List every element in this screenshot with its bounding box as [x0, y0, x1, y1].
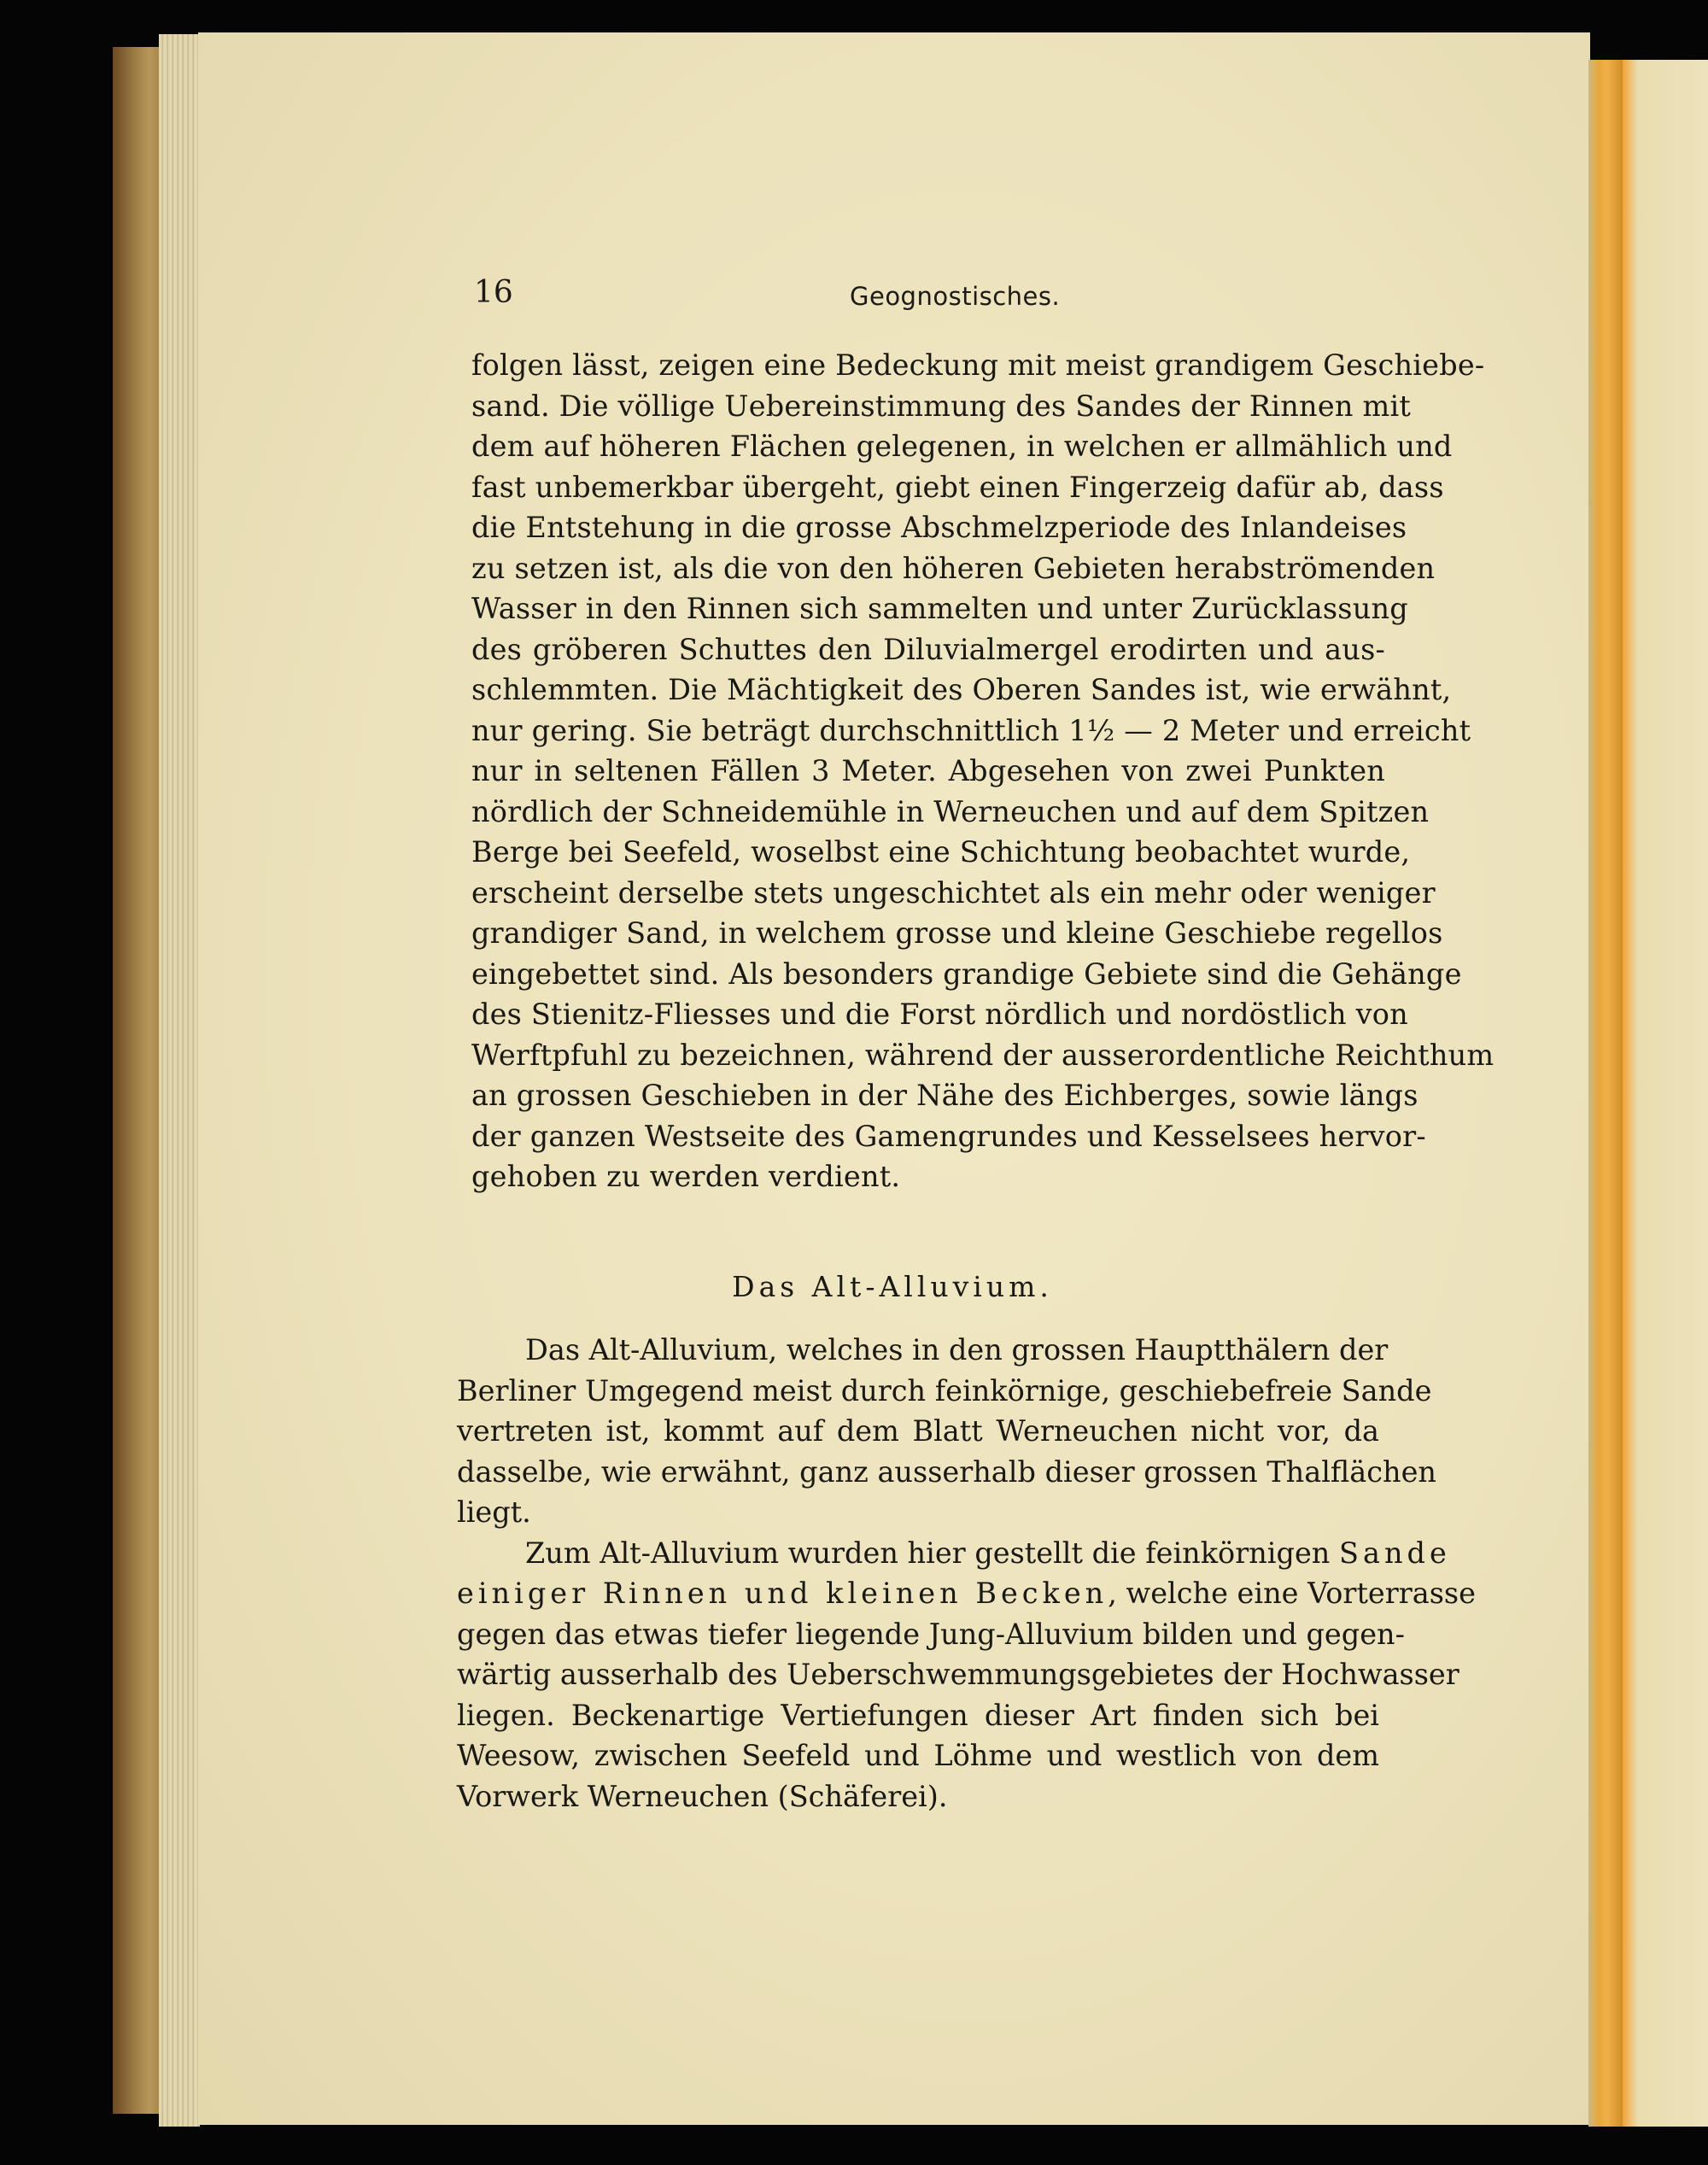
- page-header: [474, 275, 1388, 318]
- text-line: vertreten ist, kommt auf dem Blatt Werneuchen nicht vor, da: [457, 1414, 1379, 1448]
- text-line: nur in seltenen Fällen 3 Meter. Abgesehen von zwei Punkten: [471, 754, 1385, 787]
- text-line: die Entstehung in die grosse Abschmelzperiode des Inlandeises: [471, 511, 1407, 544]
- text-line: nördlich der Schneidemühle in Werneuchen und auf dem Spitzen: [471, 794, 1430, 828]
- text-run: , welche eine Vorterrasse: [1108, 1577, 1476, 1610]
- text-line: Berge bei Seefeld, woselbst eine Schichtung beobachtet wurde,: [471, 835, 1411, 869]
- book-spine: [113, 47, 166, 2114]
- text-line: nur gering. Sie beträgt durchschnittlich 1½ — 2 Meter und erreicht: [471, 713, 1471, 747]
- page-number: 16: [474, 275, 513, 310]
- emphasis-text: Sande: [1339, 1536, 1451, 1570]
- text-line: gehoben zu werden verdient.: [471, 1160, 901, 1193]
- text-line: Vorwerk Werneuchen (Schäferei).: [457, 1779, 948, 1813]
- section-paragraphs: [457, 1330, 1476, 1817]
- text-line: Werftpfuhl zu bezeichnen, während der ausserordentliche Reichthum: [471, 1038, 1494, 1072]
- text-line: erscheint derselbe stets ungeschichtet als ein mehr oder weniger: [471, 875, 1436, 910]
- text-line: grandiger Sand, in welchem grosse und kleine Geschiebe regellos: [471, 916, 1443, 950]
- running-head: Geognostisches.: [850, 282, 1061, 311]
- section-heading: Das Alt-Alluvium.: [732, 1270, 1053, 1303]
- text-line: Berliner Umgegend meist durch feinkörnige, geschiebefreie Sande: [457, 1373, 1432, 1407]
- text-line: eingebettet sind. Als besonders grandige Gebiete sind die Gehänge: [471, 957, 1462, 991]
- body-paragraph: [471, 345, 1494, 1197]
- page-edges: [159, 34, 200, 2127]
- text-line: [457, 1533, 1451, 1574]
- emphasis-text: einiger Rinnen und kleinen Becken: [457, 1577, 1108, 1610]
- text-line: wärtig ausserhalb des Ueberschwemmungsgebietes der Hochwasser: [457, 1658, 1459, 1691]
- text-line: der ganzen Westseite des Gamengrundes und Kesselsees hervor-: [471, 1119, 1426, 1153]
- text-line: dem auf höheren Flächen gelegenen, in welchen er allmählich und: [471, 430, 1453, 463]
- text-line: [457, 1573, 1476, 1614]
- text-line: zu setzen ist, als die von den höheren Gebieten herabströmenden: [471, 551, 1436, 585]
- text-line: sand. Die völlige Uebereinstimmung des Sandes der Rinnen mit: [471, 389, 1412, 423]
- text-line: Weesow, zwischen Seefeld und Löhme und westlich von dem: [457, 1739, 1379, 1772]
- text-line: folgen lässt, zeigen eine Bedeckung mit meist grandigem Geschiebe-: [471, 348, 1485, 382]
- page-gutter: [1588, 60, 1623, 2127]
- text-line: des gröberen Schuttes den Diluvialmergel erodirten und aus-: [471, 632, 1385, 666]
- text-line: gegen das etwas tiefer liegende Jung-Alluvium bilden und gegen-: [457, 1617, 1405, 1651]
- text-line: an grossen Geschieben in der Nähe des Eichberges, sowie längs: [471, 1079, 1418, 1112]
- text-run: Zum Alt-Alluvium wurden hier gestellt die feinkörnigen: [525, 1536, 1340, 1570]
- facing-page-edge: [1623, 60, 1708, 2127]
- text-line: des Stienitz-Fliesses und die Forst nördlich und nordöstlich von: [471, 998, 1408, 1031]
- text-line: liegt.: [457, 1495, 531, 1529]
- text-line: liegen. Beckenartige Vertiefungen dieser Art finden sich bei: [457, 1698, 1379, 1732]
- text-line: dasselbe, wie erwähnt, ganz ausserhalb dieser grossen Thalflächen: [457, 1454, 1436, 1489]
- text-line: fast unbemerkbar übergeht, giebt einen Fingerzeig dafür ab, dass: [471, 470, 1444, 504]
- text-line: schlemmten. Die Mächtigkeit des Oberen Sandes ist, wie erwähnt,: [471, 673, 1452, 706]
- text-line: Das Alt-Alluvium, welches in den grossen Hauptthälern der: [525, 1333, 1389, 1366]
- text-line: Wasser in den Rinnen sich sammelten und unter Zurücklassung: [471, 592, 1408, 625]
